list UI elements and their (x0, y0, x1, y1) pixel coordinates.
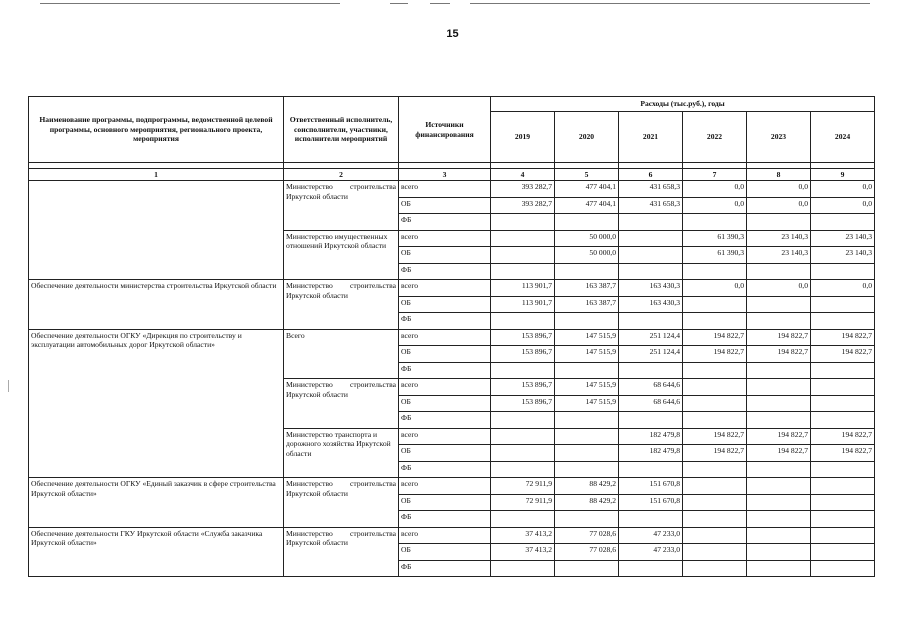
funding-source-cell: ФБ (399, 560, 491, 577)
expense-value-cell (683, 379, 747, 396)
table-row (29, 478, 875, 495)
header-responsible: Ответственный исполнитель, соисполнители, участники, исполнители мероприятий (284, 97, 399, 163)
expense-value-cell (619, 247, 683, 264)
expense-value-cell: 477 404,1 (555, 181, 619, 198)
expense-value-cell (619, 412, 683, 429)
expense-value-cell (811, 461, 875, 478)
header-source: Источники финансирования (399, 97, 491, 163)
table-body (29, 181, 875, 577)
expense-value-cell: 163 430,3 (619, 280, 683, 297)
column-number: 9 (811, 169, 875, 181)
header-year: 2023 (747, 111, 811, 162)
expense-value-cell: 37 413,2 (491, 544, 555, 561)
funding-source-cell: ОБ (399, 346, 491, 363)
expense-value-cell: 194 822,7 (747, 445, 811, 462)
expense-value-cell: 147 515,9 (555, 379, 619, 396)
expense-value-cell: 0,0 (811, 280, 875, 297)
funding-source-cell: всего (399, 181, 491, 198)
expense-value-cell (811, 313, 875, 330)
expense-value-cell (747, 511, 811, 528)
expense-value-cell: 251 124,4 (619, 329, 683, 346)
expense-value-cell (683, 313, 747, 330)
page-number: 15 (446, 28, 459, 40)
expense-value-cell: 23 140,3 (747, 247, 811, 264)
expense-value-cell (747, 263, 811, 280)
expense-value-cell: 0,0 (811, 197, 875, 214)
funding-source-cell: ФБ (399, 313, 491, 330)
expense-value-cell (747, 461, 811, 478)
expense-value-cell: 431 658,3 (619, 197, 683, 214)
expense-value-cell (619, 230, 683, 247)
expense-value-cell: 68 644,6 (619, 379, 683, 396)
expense-value-cell (491, 362, 555, 379)
program-name-cell: Обеспечение деятельности ОГКУ «Дирекция по строительству и эксплуатации автомобильных дорог Иркутской области» (29, 329, 284, 478)
expense-value-cell: 194 822,7 (811, 445, 875, 462)
expense-value-cell (683, 412, 747, 429)
expense-value-cell: 151 670,8 (619, 494, 683, 511)
expense-value-cell: 153 896,7 (491, 346, 555, 363)
expense-value-cell (811, 395, 875, 412)
expense-value-cell (619, 461, 683, 478)
expense-value-cell (555, 560, 619, 577)
funding-source-cell: ОБ (399, 544, 491, 561)
responsible-cell: Министерство имущественных отношений Иркутской области (284, 230, 399, 280)
funding-source-cell: всего (399, 379, 491, 396)
funding-source-cell: ФБ (399, 461, 491, 478)
funding-source-cell: ФБ (399, 511, 491, 528)
expense-value-cell (619, 362, 683, 379)
expense-value-cell (555, 428, 619, 445)
expense-value-cell (491, 445, 555, 462)
expense-value-cell (683, 362, 747, 379)
expense-value-cell: 77 028,6 (555, 527, 619, 544)
expense-value-cell (747, 313, 811, 330)
expense-value-cell: 47 233,0 (619, 527, 683, 544)
expense-value-cell: 0,0 (683, 280, 747, 297)
expense-value-cell: 147 515,9 (555, 346, 619, 363)
expense-value-cell (811, 362, 875, 379)
expense-value-cell: 194 822,7 (683, 428, 747, 445)
expense-value-cell: 61 390,3 (683, 247, 747, 264)
expense-value-cell: 47 233,0 (619, 544, 683, 561)
expense-value-cell: 151 670,8 (619, 478, 683, 495)
expense-value-cell (811, 494, 875, 511)
expense-value-cell: 88 429,2 (555, 494, 619, 511)
expense-value-cell (491, 214, 555, 231)
expense-value-cell (683, 527, 747, 544)
expense-value-cell (555, 445, 619, 462)
expense-value-cell: 23 140,3 (811, 247, 875, 264)
expense-value-cell: 68 644,6 (619, 395, 683, 412)
expense-value-cell: 0,0 (747, 197, 811, 214)
expense-value-cell: 194 822,7 (683, 445, 747, 462)
expense-value-cell: 194 822,7 (747, 428, 811, 445)
expense-value-cell: 0,0 (747, 181, 811, 198)
expense-value-cell (747, 214, 811, 231)
column-number-row (29, 169, 875, 181)
expense-value-cell (747, 379, 811, 396)
expense-value-cell (491, 412, 555, 429)
expense-value-cell: 194 822,7 (683, 346, 747, 363)
expense-value-cell (747, 494, 811, 511)
column-number: 2 (284, 169, 399, 181)
expense-value-cell: 194 822,7 (747, 329, 811, 346)
expense-value-cell: 23 140,3 (811, 230, 875, 247)
expense-value-cell (555, 214, 619, 231)
funding-source-cell: ОБ (399, 494, 491, 511)
expense-value-cell: 153 896,7 (491, 379, 555, 396)
expense-value-cell (811, 214, 875, 231)
responsible-cell: Министерство строительства Иркутской области (284, 379, 399, 429)
expense-value-cell (747, 560, 811, 577)
expense-value-cell (491, 428, 555, 445)
expense-value-cell: 0,0 (683, 181, 747, 198)
expense-value-cell (619, 313, 683, 330)
expense-value-cell: 194 822,7 (811, 329, 875, 346)
header-year: 2020 (555, 111, 619, 162)
expense-value-cell (619, 560, 683, 577)
expense-value-cell (747, 527, 811, 544)
expense-value-cell: 251 124,4 (619, 346, 683, 363)
funding-source-cell: ФБ (399, 412, 491, 429)
expense-value-cell: 37 413,2 (491, 527, 555, 544)
expense-value-cell: 194 822,7 (811, 346, 875, 363)
header-program: Наименование программы, подпрограммы, ведомственной целевой программы, основного мероприятия, регионального проекта, мероприятия (29, 97, 284, 163)
responsible-cell: Министерство строительства Иркутской области (284, 527, 399, 577)
column-number: 6 (619, 169, 683, 181)
expense-value-cell: 50 000,0 (555, 247, 619, 264)
funding-source-cell: ОБ (399, 296, 491, 313)
program-name-cell: Обеспечение деятельности ГКУ Иркутской области «Служба заказчика Иркутской области» (29, 527, 284, 577)
column-number: 5 (555, 169, 619, 181)
expense-value-cell: 23 140,3 (747, 230, 811, 247)
expense-value-cell: 163 430,3 (619, 296, 683, 313)
top-border-lines (0, 0, 905, 12)
expense-value-cell (683, 560, 747, 577)
column-number: 1 (29, 169, 284, 181)
expense-value-cell (491, 511, 555, 528)
expense-value-cell (683, 511, 747, 528)
expense-value-cell: 0,0 (683, 197, 747, 214)
scan-mark (8, 380, 9, 392)
expense-value-cell: 194 822,7 (683, 329, 747, 346)
expense-value-cell (683, 296, 747, 313)
expense-value-cell (747, 296, 811, 313)
expense-value-cell (747, 395, 811, 412)
expense-value-cell: 50 000,0 (555, 230, 619, 247)
column-number: 4 (491, 169, 555, 181)
expense-value-cell: 147 515,9 (555, 329, 619, 346)
budget-table (28, 96, 875, 577)
expense-value-cell: 0,0 (747, 280, 811, 297)
expense-value-cell (811, 511, 875, 528)
header-year: 2021 (619, 111, 683, 162)
funding-source-cell: всего (399, 478, 491, 495)
expense-value-cell: 0,0 (811, 181, 875, 198)
header-year: 2022 (683, 111, 747, 162)
expense-value-cell (683, 494, 747, 511)
expense-value-cell: 182 479,8 (619, 445, 683, 462)
expense-value-cell: 393 282,7 (491, 181, 555, 198)
responsible-cell: Министерство транспорта и дорожного хозяйства Иркутской области (284, 428, 399, 478)
table-row (29, 329, 875, 346)
responsible-cell: Министерство строительства Иркутской области (284, 478, 399, 528)
expense-value-cell (555, 461, 619, 478)
expense-value-cell (619, 214, 683, 231)
expense-value-cell (683, 263, 747, 280)
expense-value-cell (747, 544, 811, 561)
expense-value-cell (811, 412, 875, 429)
expense-value-cell (747, 362, 811, 379)
funding-source-cell: ОБ (399, 395, 491, 412)
expense-value-cell: 194 822,7 (811, 428, 875, 445)
expense-value-cell (811, 296, 875, 313)
table-row (29, 280, 875, 297)
funding-source-cell: всего (399, 329, 491, 346)
column-number: 7 (683, 169, 747, 181)
expense-value-cell (555, 263, 619, 280)
expense-value-cell: 182 479,8 (619, 428, 683, 445)
expense-value-cell (683, 461, 747, 478)
expense-value-cell (811, 379, 875, 396)
expense-value-cell (555, 362, 619, 379)
expense-value-cell: 477 404,1 (555, 197, 619, 214)
responsible-cell: Всего (284, 329, 399, 379)
expense-value-cell: 72 911,9 (491, 494, 555, 511)
expense-value-cell (683, 214, 747, 231)
expense-value-cell (491, 461, 555, 478)
expense-value-cell: 153 896,7 (491, 395, 555, 412)
column-number: 3 (399, 169, 491, 181)
funding-source-cell: ОБ (399, 247, 491, 264)
funding-source-cell: ФБ (399, 263, 491, 280)
table-row (29, 181, 875, 198)
funding-source-cell: ОБ (399, 445, 491, 462)
header-year: 2024 (811, 111, 875, 162)
expense-value-cell: 153 896,7 (491, 329, 555, 346)
expense-value-cell (811, 263, 875, 280)
expense-value-cell (811, 544, 875, 561)
funding-source-cell: всего (399, 527, 491, 544)
expense-value-cell: 88 429,2 (555, 478, 619, 495)
expense-value-cell: 163 387,7 (555, 296, 619, 313)
program-name-cell: Обеспечение деятельности ОГКУ «Единый заказчик в сфере строительства Иркутской области» (29, 478, 284, 528)
expense-value-cell (555, 511, 619, 528)
expense-value-cell (491, 560, 555, 577)
funding-source-cell: всего (399, 280, 491, 297)
funding-source-cell: ФБ (399, 214, 491, 231)
expense-value-cell (555, 412, 619, 429)
header-year: 2019 (491, 111, 555, 162)
expense-value-cell: 431 658,3 (619, 181, 683, 198)
expense-value-cell (747, 412, 811, 429)
expense-value-cell: 163 387,7 (555, 280, 619, 297)
expense-value-cell (491, 230, 555, 247)
expense-value-cell (555, 313, 619, 330)
table-row (29, 527, 875, 544)
expense-value-cell (747, 478, 811, 495)
expense-value-cell: 393 282,7 (491, 197, 555, 214)
expense-value-cell: 77 028,6 (555, 544, 619, 561)
header-expenses-title: Расходы (тыс.руб.), годы (491, 97, 875, 112)
expense-value-cell (491, 313, 555, 330)
expense-value-cell (491, 263, 555, 280)
expense-value-cell (619, 511, 683, 528)
column-number: 8 (747, 169, 811, 181)
expense-value-cell (811, 527, 875, 544)
expense-value-cell (811, 478, 875, 495)
expense-value-cell (683, 395, 747, 412)
responsible-cell: Министерство строительства Иркутской области (284, 181, 399, 231)
expense-value-cell (491, 247, 555, 264)
expense-value-cell: 113 901,7 (491, 296, 555, 313)
expense-value-cell (683, 544, 747, 561)
expense-value-cell (683, 478, 747, 495)
funding-source-cell: ОБ (399, 197, 491, 214)
expense-value-cell (811, 560, 875, 577)
responsible-cell: Министерство строительства Иркутской области (284, 280, 399, 330)
expense-value-cell (619, 263, 683, 280)
program-name-cell (29, 181, 284, 280)
program-name-cell: Обеспечение деятельности министерства строительства Иркутской области (29, 280, 284, 330)
expense-value-cell: 147 515,9 (555, 395, 619, 412)
funding-source-cell: ФБ (399, 362, 491, 379)
expense-value-cell: 61 390,3 (683, 230, 747, 247)
expense-value-cell: 72 911,9 (491, 478, 555, 495)
expense-value-cell: 194 822,7 (747, 346, 811, 363)
funding-source-cell: всего (399, 428, 491, 445)
funding-source-cell: всего (399, 230, 491, 247)
expense-value-cell: 113 901,7 (491, 280, 555, 297)
